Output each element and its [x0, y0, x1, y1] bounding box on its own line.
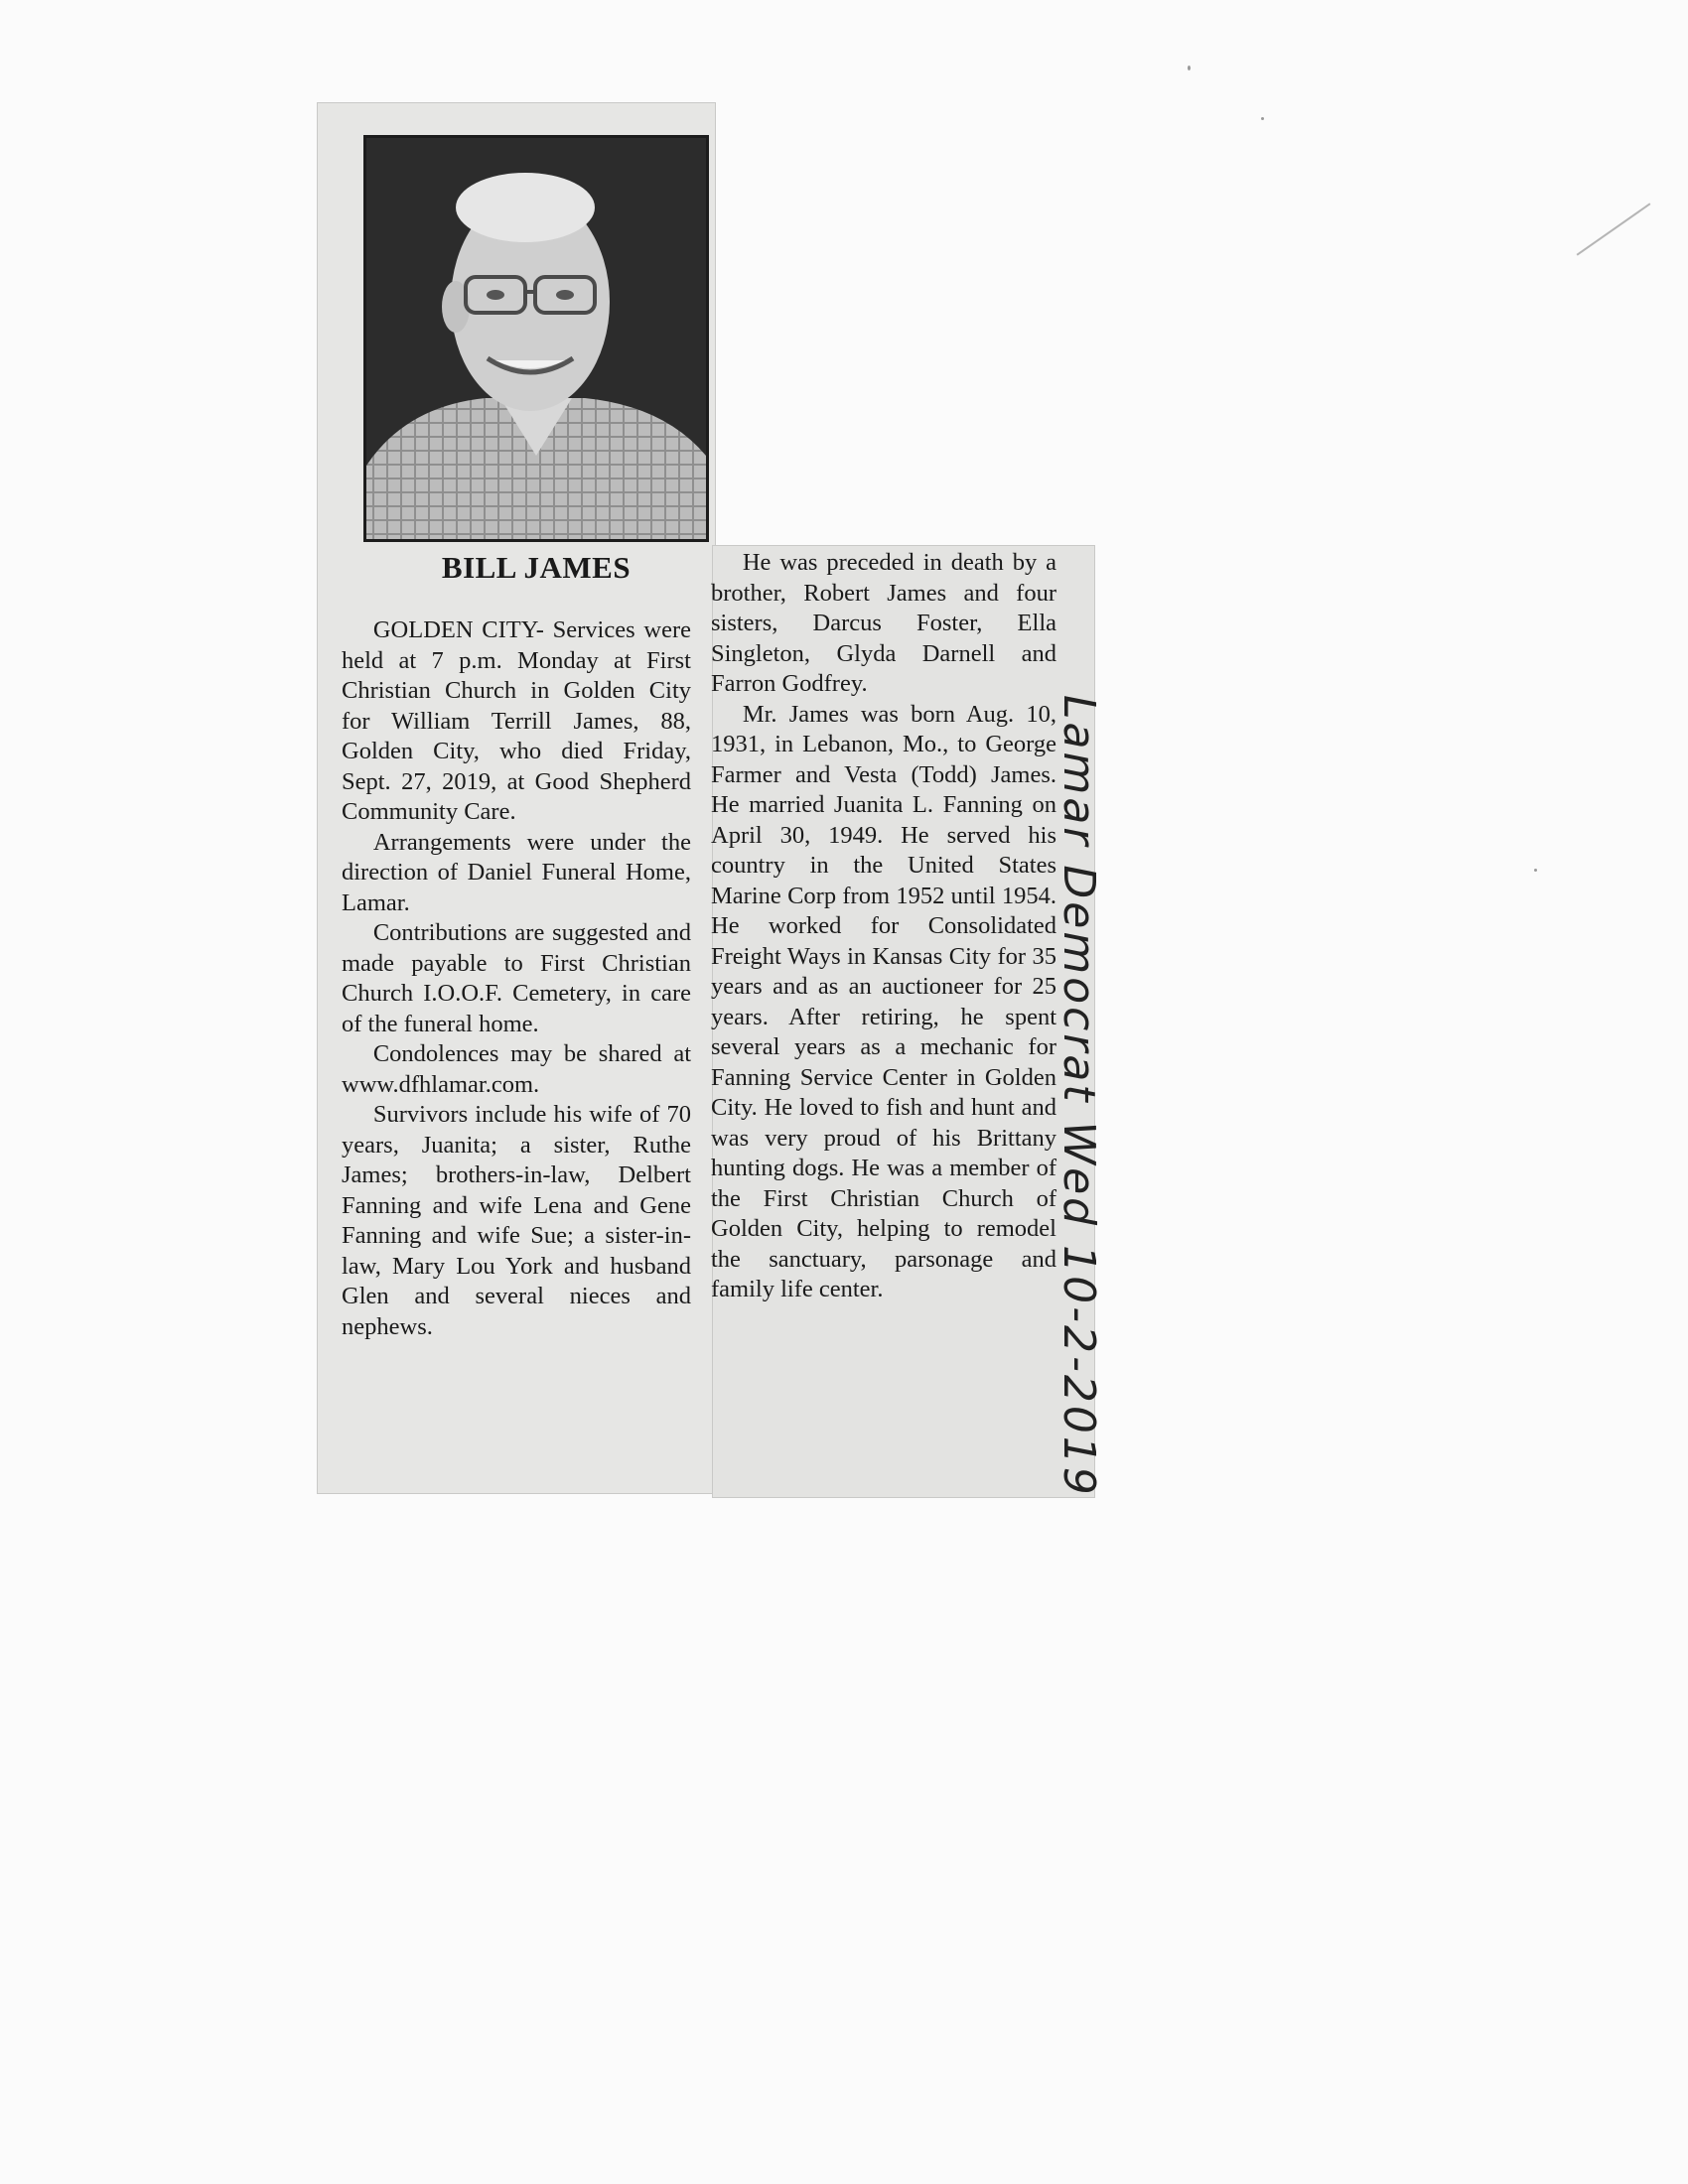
handwritten-note: Lamar Democrat Wed 10-2-2019	[1054, 695, 1104, 1498]
obituary-heading: BILL JAMES	[441, 550, 632, 585]
dust-speck	[1534, 869, 1537, 872]
right-column	[711, 548, 1056, 1305]
paragraph-preceded: He was preceded in death by a brother, Robert James and four sisters, Darcus Foster, Ella Singleton, Glyda Darnell and Farron Godfrey.	[711, 549, 1056, 697]
paper-mark	[1577, 203, 1651, 255]
left-column	[342, 615, 691, 1342]
dust-speck	[1261, 117, 1264, 120]
paragraph-contributions: Contributions are suggested and made payable to First Christian Church I.O.O.F. Cemetery, in care of the funeral home.	[342, 919, 691, 1037]
paragraph-condolences: Condolences may be shared at www.dfhlamar.com.	[342, 1040, 691, 1098]
paragraph-survivors: Survivors include his wife of 70 years, Juanita; a sister, Ruthe James; brothers-in-law, Delbert Fanning and wife Lena and Gene Fanning and wife Sue; a sister-in-law, Mary Lou York and husband Glen and several nieces and nephews.	[342, 1101, 691, 1340]
paragraph-services: GOLDEN CITY- Services were held at 7 p.m. Monday at First Christian Church in Golden City for William Terrill James, 88, Golden City, who died Friday, Sept. 27, 2019, at Good Shepherd Community Care.	[342, 616, 691, 825]
paragraph-arrangements: Arrangements were under the direction of Daniel Funeral Home, Lamar.	[342, 828, 691, 916]
paragraph-biography: Mr. James was born Aug. 10, 1931, in Lebanon, Mo., to George Farmer and Vesta (Todd) James. He married Juanita L. Fanning on April 30, 1949. He served his country in the United States Marine Corp from 1952 until 1954. He worked for Consolidated Freight Ways in Kansas City for 35 years and as an auctioneer for 25 years. After retiring, he spent several years as a mechanic for Fanning Service Center in Golden City. He loved to fish and hunt and was very proud of his Brittany hunting dogs. He was a member of the First Christian Church of Golden City, helping to remodel the sanctuary, parsonage and family life center.	[711, 700, 1056, 1302]
portrait-photo	[363, 135, 709, 542]
dust-speck	[1188, 66, 1191, 70]
